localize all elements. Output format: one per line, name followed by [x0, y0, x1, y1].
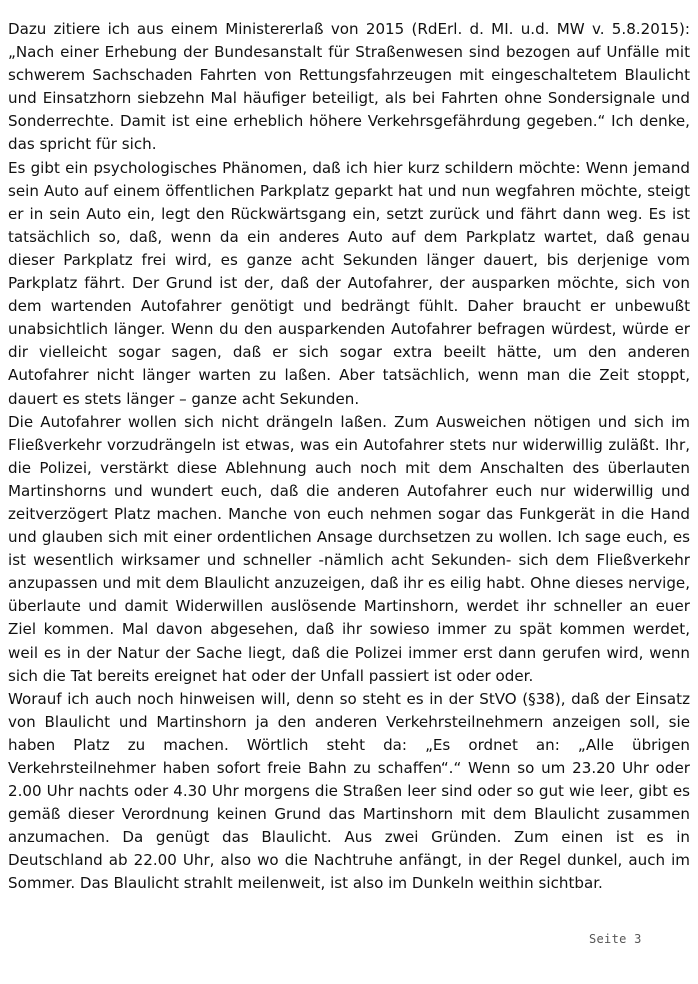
paragraph-autofahrer-draengeln: Die Autofahrer wollen sich nicht drängeln laßen. Zum Ausweichen nötigen und sich im Fließverkehr vorzudrängeln ist etwas, was ein Autofahrer stets nur widerwillig zuläßt. Ihr, die Polizei, verstärkt diese Ablehnung auch noch mit dem Anschalten des überlauten Martinshorns und wundert euch, daß die anderen Autofahrer euch nur widerwillig und zeitverzögert Platz machen. Manche von euch nehmen sogar das Funkgerät in die Hand und glauben sich mit einer ordentlichen Ansage durchsetzen zu wollen. Ich sage euch, es ist wesentlich wirksamer und schneller -nämlich acht Sekunden- sich dem Fließverkehr anzupassen und mit dem Blaulicht anzuzeigen, daß ihr es eilig habt. Ohne dieses nervige, überlaute und damit Widerwillen auslösende Martinshorn, werdet ihr schneller an euer Ziel kommen. Mal davon abgesehen, daß ihr sowieso immer zu spät kommen werdet, weil es in der Natur der Sache liegt, daß die Polizei immer erst dann gerufen wird, wenn sich die Tat bereits ereignet hat oder der Unfall passiert ist oder oder.: [8, 412, 690, 685]
paragraph-psychologisches-phaenomen: Es gibt ein psychologisches Phänomen, daß ich hier kurz schildern möchte: Wenn jemand sein Auto auf einem öffentlichen Parkplatz geparkt hat und nun wegfahren möchte, steigt er in sein Auto ein, legt den Rückwärtsgang ein, setzt zurück und fährt dann weg. Es ist tatsächlich so, daß, wenn da ein anderes Auto auf dem Parkplatz wartet, daß genau dieser Parkplatz frei wird, es ganze acht Sekunden länger dauert, bis derjenige vom Parkplatz fährt. Der Grund ist der, daß der Autofahrer, der ausparken möchte, sich von dem wartenden Autofahrer genötigt und bedrängt fühlt. Daher braucht er unbewußt unabsichtlich länger. Wenn du den ausparkenden Autofahrer befragen würdest, würde er dir vielleicht sogar sagen, daß er sich sogar extra beeilt hätte, um den anderen Autofahrer nicht länger warten zu laßen. Aber tatsächlich, wenn man die Zeit stoppt, dauert es stets länger – ganze acht Sekunden.: [8, 158, 690, 408]
page-number: Seite 3: [589, 932, 642, 946]
paragraph-ministererlass: Dazu zitiere ich aus einem Ministererlaß von 2015 (RdErl. d. MI. u.d. MW v. 5.8.2015): „Nach einer Erhebung der Bundesanstalt für Straßenwesen sind bezogen auf Unfälle mit schwerem Sachschaden Fahrten von Rettungsfahrzeugen mit eingeschaltetem Blaulicht und Einsatzhorn siebzehn Mal häufiger beteiligt, als bei Fahrten ohne Sondersignale und Sonderrechte. Damit ist eine erheblich höhere Verkehrsgefährdung gegeben.“ Ich denke, das spricht für sich.: [8, 20, 690, 154]
paragraph-stvo-hinweis: Worauf ich auch noch hinweisen will, denn so steht es in der StVO (§38), daß der Einsatz von Blaulicht und Martinshorn ja den anderen Verkehrsteilnehmern anzeigen soll, sie haben Platz zu machen. Wörtlich steht da: „Es ordnet an: „Alle übrigen Verkehrsteilnehmer haben sofort freie Bahn zu schaffen“.“ Wenn so um 23.20 Uhr oder 2.00 Uhr nachts oder 4.30 Uhr morgens die Straßen leer sind oder so gut wie leer, gibt es gemäß dieser Verordnung keinen Grund das Martinshorn mit dem Blaulicht zusammen anzumachen. Da genügt das Blaulicht. Aus zwei Gründen. Zum einen ist es in Deutschland ab 22.00 Uhr, also wo die Nachtruhe anfängt, in der Regel dunkel, auch im Sommer. Das Blaulicht strahlt meilenweit, ist also im Dunkeln weithin sichtbar.: [8, 689, 690, 893]
body-text: [8, 18, 690, 896]
